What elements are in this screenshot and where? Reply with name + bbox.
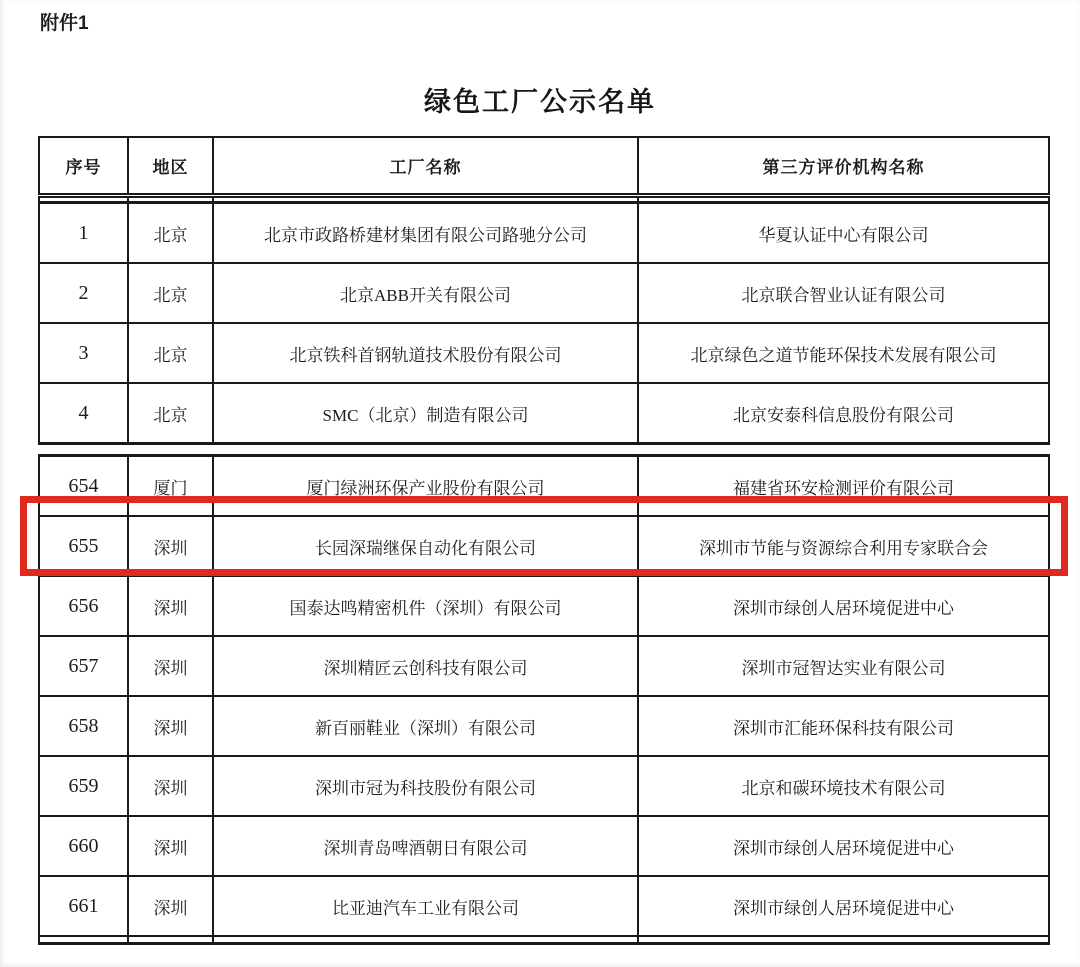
table-row bbox=[39, 816, 1049, 876]
table-row bbox=[39, 576, 1049, 636]
cell-factory-name: 北京市政路桥建材集团有限公司路驰分公司 bbox=[213, 203, 638, 264]
cell-region: 深圳 bbox=[128, 876, 213, 936]
cell-region: 北京 bbox=[128, 323, 213, 383]
cutoff-row-stub bbox=[39, 196, 1049, 203]
cell-serial: 656 bbox=[39, 576, 128, 636]
table-row-highlighted bbox=[39, 516, 1049, 576]
cell-factory-name: 比亚迪汽车工业有限公司 bbox=[213, 876, 638, 936]
cell-agency-name: 华夏认证中心有限公司 bbox=[638, 203, 1049, 264]
factory-table-section-2 bbox=[38, 454, 1050, 945]
cutoff-cell bbox=[638, 196, 1049, 203]
cutoff-cell bbox=[39, 196, 128, 203]
cell-agency-name: 深圳市汇能环保科技有限公司 bbox=[638, 696, 1049, 756]
cell-factory-name: 深圳市冠为科技股份有限公司 bbox=[213, 756, 638, 816]
cell-agency-name: 深圳市绿创人居环境促进中心 bbox=[638, 576, 1049, 636]
cell-agency-name: 深圳市绿创人居环境促进中心 bbox=[638, 876, 1049, 936]
cell-serial: 657 bbox=[39, 636, 128, 696]
cell-agency-name: 深圳市绿创人居环境促进中心 bbox=[638, 816, 1049, 876]
page-title: 绿色工厂公示名单 bbox=[424, 87, 656, 117]
cell-factory-name: 长园深瑞继保自动化有限公司 bbox=[213, 516, 638, 576]
cell-serial: 658 bbox=[39, 696, 128, 756]
cell-region: 深圳 bbox=[128, 696, 213, 756]
cell-agency-name: 北京联合智业认证有限公司 bbox=[638, 263, 1049, 323]
cell-serial: 659 bbox=[39, 756, 128, 816]
cell-serial: 1 bbox=[39, 203, 128, 264]
cell-region: 北京 bbox=[128, 263, 213, 323]
table-row bbox=[39, 756, 1049, 816]
cell-agency-name: 北京绿色之道节能环保技术发展有限公司 bbox=[638, 323, 1049, 383]
cell-serial: 3 bbox=[39, 323, 128, 383]
cell-factory-name: 厦门绿洲环保产业股份有限公司 bbox=[213, 456, 638, 517]
cell-agency-name: 深圳市节能与资源综合利用专家联合会 bbox=[638, 516, 1049, 576]
table-row bbox=[39, 696, 1049, 756]
cell-region: 厦门 bbox=[128, 456, 213, 517]
cell-factory-name: 北京铁科首钢轨道技术股份有限公司 bbox=[213, 323, 638, 383]
cell-serial: 655 bbox=[39, 516, 128, 576]
cell-agency-name: 北京和碳环境技术有限公司 bbox=[638, 756, 1049, 816]
factory-table-container bbox=[38, 136, 1048, 945]
cell-region: 深圳 bbox=[128, 576, 213, 636]
cell-region: 北京 bbox=[128, 203, 213, 264]
cutoff-cell bbox=[213, 196, 638, 203]
cutoff-cell bbox=[128, 936, 213, 944]
cell-serial: 2 bbox=[39, 263, 128, 323]
cell-serial: 4 bbox=[39, 383, 128, 444]
cell-region: 深圳 bbox=[128, 636, 213, 696]
cell-factory-name: SMC（北京）制造有限公司 bbox=[213, 383, 638, 444]
cell-factory-name: 北京ABB开关有限公司 bbox=[213, 263, 638, 323]
cell-region: 深圳 bbox=[128, 816, 213, 876]
table-header-row bbox=[39, 137, 1049, 196]
cutoff-cell bbox=[39, 936, 128, 944]
table-row bbox=[39, 456, 1049, 517]
column-header-cell-region: 地区 bbox=[128, 137, 213, 196]
column-header-cell-agency-name: 第三方评价机构名称 bbox=[638, 137, 1049, 196]
column-header-cell-factory-name: 工厂名称 bbox=[213, 137, 638, 196]
cutoff-cell bbox=[213, 936, 638, 944]
cutoff-cell bbox=[638, 936, 1049, 944]
table-row bbox=[39, 636, 1049, 696]
cell-serial: 661 bbox=[39, 876, 128, 936]
cell-factory-name: 新百丽鞋业（深圳）有限公司 bbox=[213, 696, 638, 756]
cell-region: 深圳 bbox=[128, 516, 213, 576]
cell-factory-name: 深圳青岛啤酒朝日有限公司 bbox=[213, 816, 638, 876]
table-row bbox=[39, 323, 1049, 383]
factory-table-section-1 bbox=[38, 136, 1050, 445]
cell-agency-name: 北京安泰科信息股份有限公司 bbox=[638, 383, 1049, 444]
cell-region: 北京 bbox=[128, 383, 213, 444]
cutoff-row-stub bbox=[39, 936, 1049, 944]
table-row bbox=[39, 383, 1049, 444]
table-section-gap bbox=[38, 445, 1048, 454]
cell-factory-name: 国泰达鸣精密机件（深圳）有限公司 bbox=[213, 576, 638, 636]
column-header-cell-serial: 序号 bbox=[39, 137, 128, 196]
table-row bbox=[39, 203, 1049, 264]
cell-factory-name: 深圳精匠云创科技有限公司 bbox=[213, 636, 638, 696]
table-row bbox=[39, 876, 1049, 936]
cell-serial: 654 bbox=[39, 456, 128, 517]
cell-serial: 660 bbox=[39, 816, 128, 876]
table-row bbox=[39, 263, 1049, 323]
cutoff-cell bbox=[128, 196, 213, 203]
cell-agency-name: 福建省环安检测评价有限公司 bbox=[638, 456, 1049, 517]
cell-agency-name: 深圳市冠智达实业有限公司 bbox=[638, 636, 1049, 696]
attachment-label: 附件1 bbox=[40, 13, 89, 34]
cell-region: 深圳 bbox=[128, 756, 213, 816]
